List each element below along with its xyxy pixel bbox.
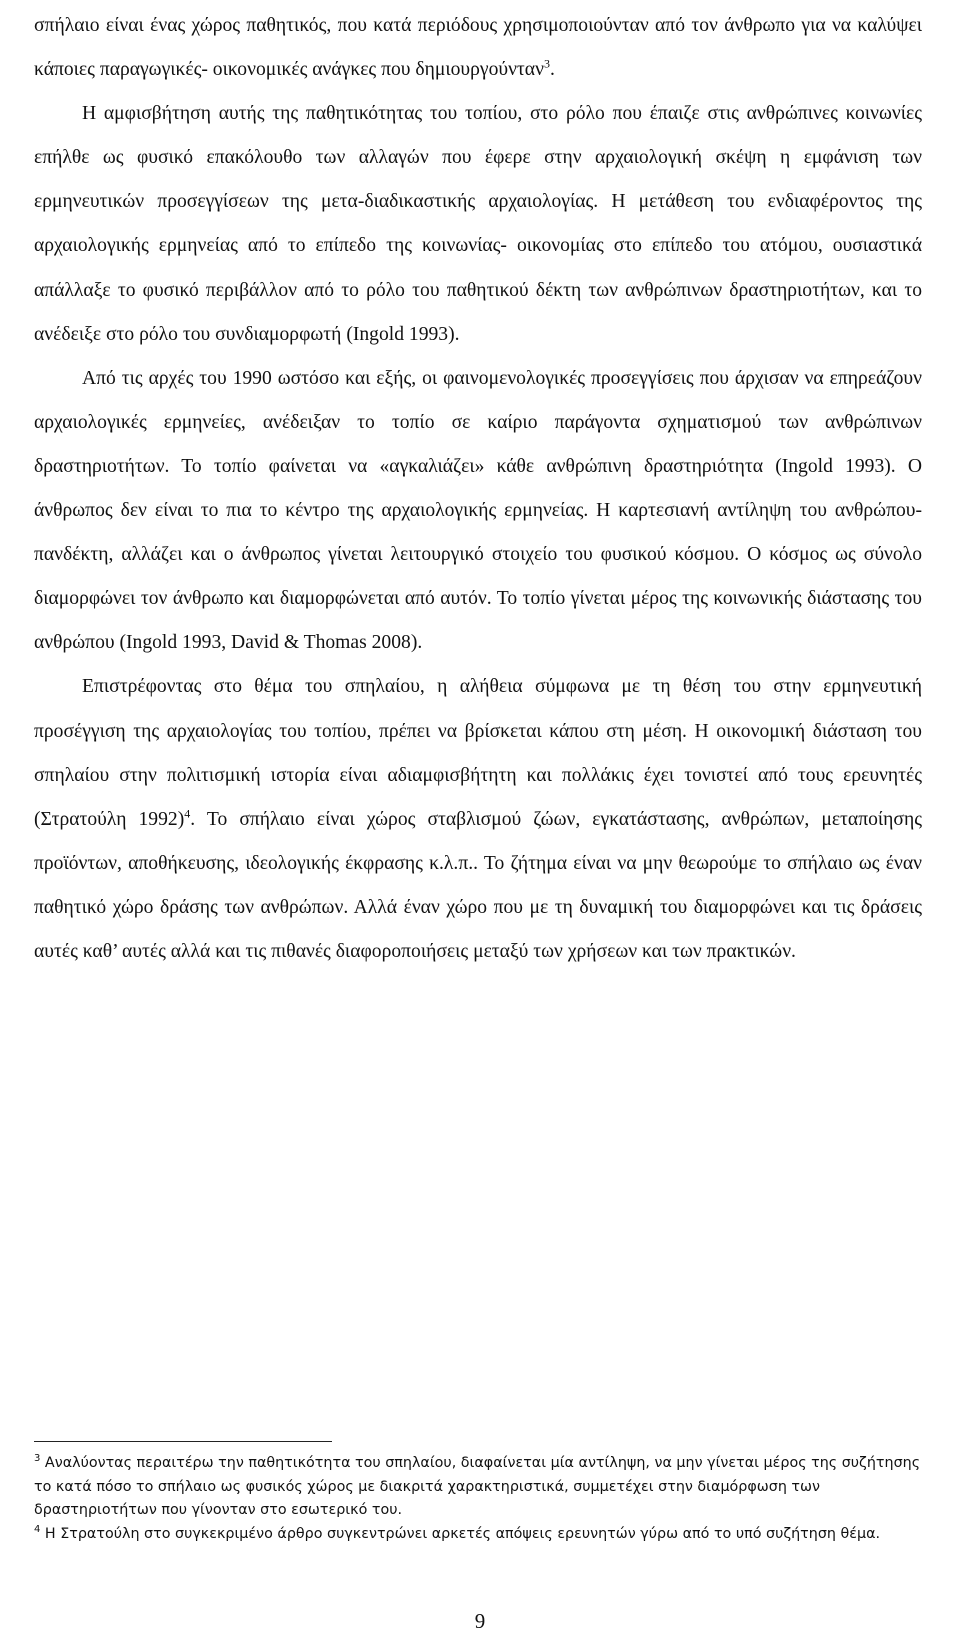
body-text <box>34 4 922 974</box>
footnote-text: Η Στρατούλη στο συγκεκριμένο άρθρο συγκεντρώνει αρκετές απόψεις ερευνητών γύρω από το υπό συζήτηση θέμα. <box>44 1525 881 1542</box>
footnote-marker: 4 <box>34 1523 41 1535</box>
paragraph-text: σπήλαιο είναι ένας χώρος παθητικός, που κατά περιόδους χρησιμοποιούνταν από τον άνθρωπο για να καλύψει κάποιες παραγωγικές- οικονομικές ανάγκες που δημιουργούνταν <box>34 15 922 81</box>
paragraph-text: . <box>549 59 555 81</box>
footnote-marker: 3 <box>34 1453 41 1465</box>
paragraph-text: Η αμφισβήτηση αυτής της παθητικότητας του τοπίου, στο ρόλο που έπαιζε στις ανθρώπινες κοινωνίες επήλθε ως φυσικό επακόλουθο των αλλαγών που έφερε στην αρχαιολογική σκέψη η εμφάνιση των ερμηνευτικών προσεγγίσεων της μετα-διαδικαστικής αρχαιολογίας. Η μετάθεση του ενδιαφέροντος της αρχαιολογικής ερμηνείας από το επίπεδο της κοινωνίας- οικονομίας στο επίπεδο του ατόμου, ουσιαστικά απάλλαξε το φυσικό περιβάλλον από το ρόλο του παθητικού δέκτη των ανθρώπινων δραστηριοτήτων, και το ανέδειξε στο ρόλο του συνδιαμορφωτή (Ingold 1993). <box>34 103 922 345</box>
footnote <box>34 1523 924 1547</box>
paragraph <box>34 665 922 974</box>
footnote-reference: 3 <box>543 56 550 71</box>
paragraph-text: . Το σπήλαιο είναι χώρος σταβλισμού ζώων, εγκατάστασης, ανθρώπων, μεταποίησης προϊόντων, αποθήκευσης, ιδεολογικής έκφρασης κ.λ.π.. Το ζήτημα είναι να μην θεωρούμε το σπήλαιο ως έναν παθητικό χώρο δράσης των ανθρώπων. Αλλά έναν χώρο που με τη δυναμική του διαμορφώνει και τις δράσεις αυτές καθ’ αυτές αλλά και τις πιθανές διαφοροποιήσεις μεταξύ των χρήσεων και των πρακτικών. <box>34 808 922 962</box>
footnote <box>34 1452 924 1523</box>
footnote-text: Αναλύοντας περαιτέρω την παθητικότητα του σπηλαίου, διαφαίνεται μία αντίληψη, να μην γίνεται μέρος της συζήτησης το κατά πόσο το σπήλαιο ως φυσικός χώρος με διακριτά χαρακτηριστικά, συμμετέχει στην διαμόρφωση των δραστηριοτήτων που γίνονταν στο εσωτερικό του. <box>34 1455 921 1518</box>
footnotes <box>34 1452 924 1546</box>
paragraph <box>34 4 922 92</box>
footnote-separator <box>34 1441 332 1442</box>
page-number: 9 <box>474 1609 486 1633</box>
paragraph <box>34 357 922 666</box>
paragraph <box>34 92 922 357</box>
paragraph-text: Επιστρέφοντας στο θέμα του σπηλαίου, η αλήθεια σύμφωνα με τη θέση του στην ερμηνευτική προσέγγιση της αρχαιολογίας του τοπίου, πρέπει να βρίσκεται κάπου στη μέση. Η οικονομική διάσταση του σπηλαίου στην πολιτισμική ιστορία είναι αδιαμφισβήτητη και πολλάκις έχει τονιστεί από τους ερευνητές (Στρατούλη 1992) <box>34 676 922 830</box>
footnote-reference: 4 <box>184 806 191 821</box>
paragraph-text: Από τις αρχές του 1990 ωστόσο και εξής, οι φαινομενολογικές προσεγγίσεις που άρχισαν να επηρεάζουν αρχαιολογικές ερμηνείες, ανέδειξαν το τοπίο σε καίριο παράγοντα σχηματισμού των ανθρώπινων δραστηριοτήτων. Το τοπίο φαίνεται να «αγκαλιάζει» κάθε ανθρώπινη δραστηριότητα (Ingold 1993). Ο άνθρωπος δεν είναι το πια το κέντρο της αρχαιολογικής ερμηνείας. Η καρτεσιανή αντίληψη του ανθρώπου- πανδέκτη, αλλάζει και ο άνθρωπος γίνεται λειτουργικό στοιχείο του φυσικού κόσμου. Ο κόσμος ως σύνολο διαμορφώνει τον άνθρωπο και διαμορφώνεται από αυτόν. Το τοπίο γίνεται μέρος της κοινωνικής διάστασης του ανθρώπου (Ingold 1993, David & Thomas 2008). <box>34 367 922 654</box>
